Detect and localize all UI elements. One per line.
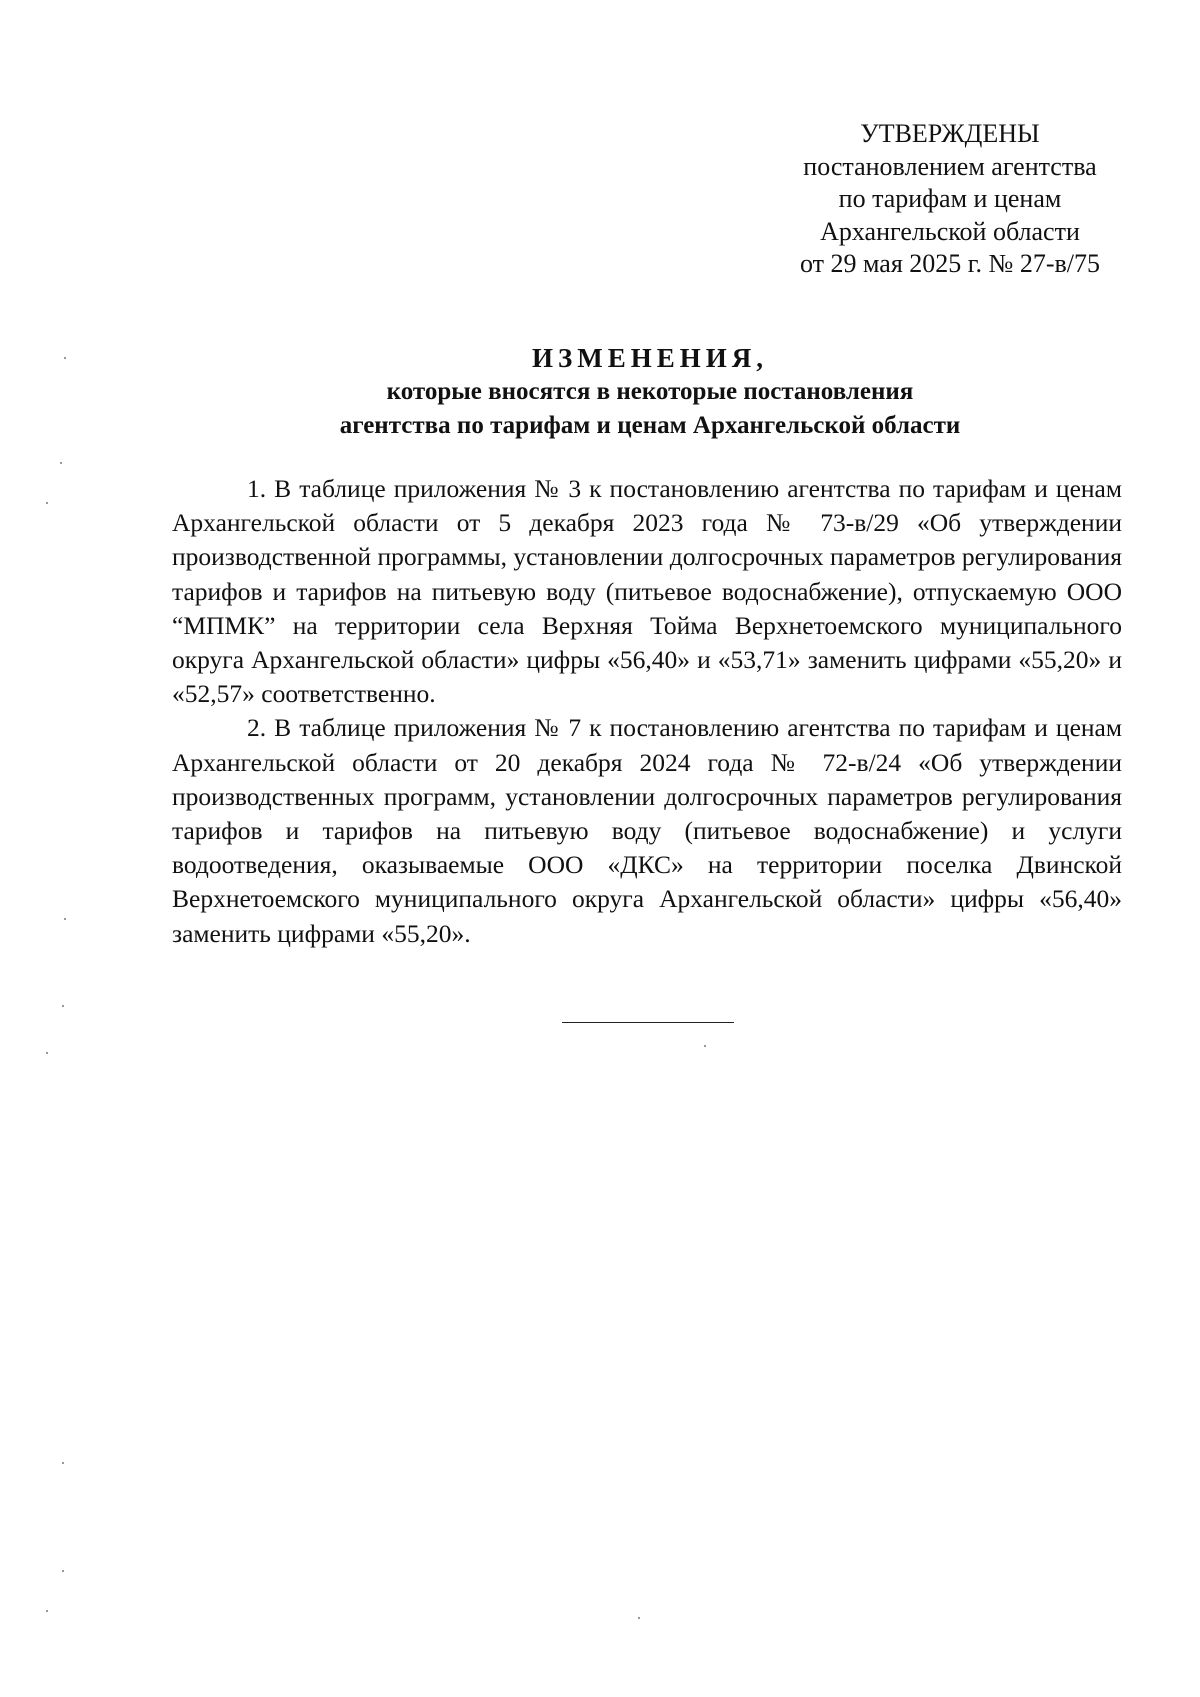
approval-line: постановлением агентства xyxy=(803,151,1097,181)
scan-speck xyxy=(46,502,48,504)
scan-speck xyxy=(638,1617,640,1619)
document-subtitle: агентства по тарифам и ценам Архангельской области xyxy=(339,412,961,439)
approval-line: по тарифам и ценам xyxy=(838,184,1062,213)
document-title-block xyxy=(170,341,1130,443)
scan-speck xyxy=(60,462,62,464)
document-body xyxy=(172,472,1122,951)
paragraph-1: 1. В таблице приложения № 3 к постановлению агентства по тарифам и ценам Архангельской области от 5 декабря 2023 года № 73-в/29 «Об утверждении производственной программы, установлении долгосрочных параметров регулирования тарифов и тарифов на питьевую воду (питьевое водоснабжение), отпускаемую ООО “МПМК” на территории села Верхняя Тойма Верхнетоемского муниципального округа Архангельской области» цифры «56,40» и «53,71» заменить цифрами «55,20» и «52,57» соответственно. xyxy=(172,474,1122,709)
scan-speck xyxy=(46,1052,48,1054)
scan-speck xyxy=(62,1462,64,1464)
scan-speck xyxy=(46,1610,48,1612)
document-subtitle: которые вносятся в некоторые постановления xyxy=(386,378,914,405)
scan-speck xyxy=(64,357,66,359)
scan-speck xyxy=(62,1570,64,1572)
scan-speck xyxy=(62,1005,64,1007)
approval-heading: УТВЕРЖДЕНЫ xyxy=(860,119,1040,148)
document-title: ИЗМЕНЕНИЯ, xyxy=(531,343,768,373)
approval-date-number: от 29 мая 2025 г. № 27-в/75 xyxy=(800,249,1100,278)
paragraph-2: 2. В таблице приложения № 7 к постановлению агентства по тарифам и ценам Архангельской области от 20 декабря 2024 года № 72-в/24 «Об утверждении производственных программ, установлении долгосрочных параметров регулирования тарифов и тарифов на питьевую воду (питьевое водоснабжение) и услуги водоотведения, оказываемые ООО «ДКС» на территории поселка Двинской Верхнетоемского муниципального округа Архангельской области» цифры «56,40» заменить цифрами «55,20». xyxy=(172,713,1122,948)
scan-speck xyxy=(64,918,66,920)
end-separator-line xyxy=(562,1022,734,1023)
approval-stamp-block xyxy=(770,118,1130,281)
approval-line: Архангельской области xyxy=(820,216,1080,246)
scan-speck xyxy=(704,1045,706,1047)
